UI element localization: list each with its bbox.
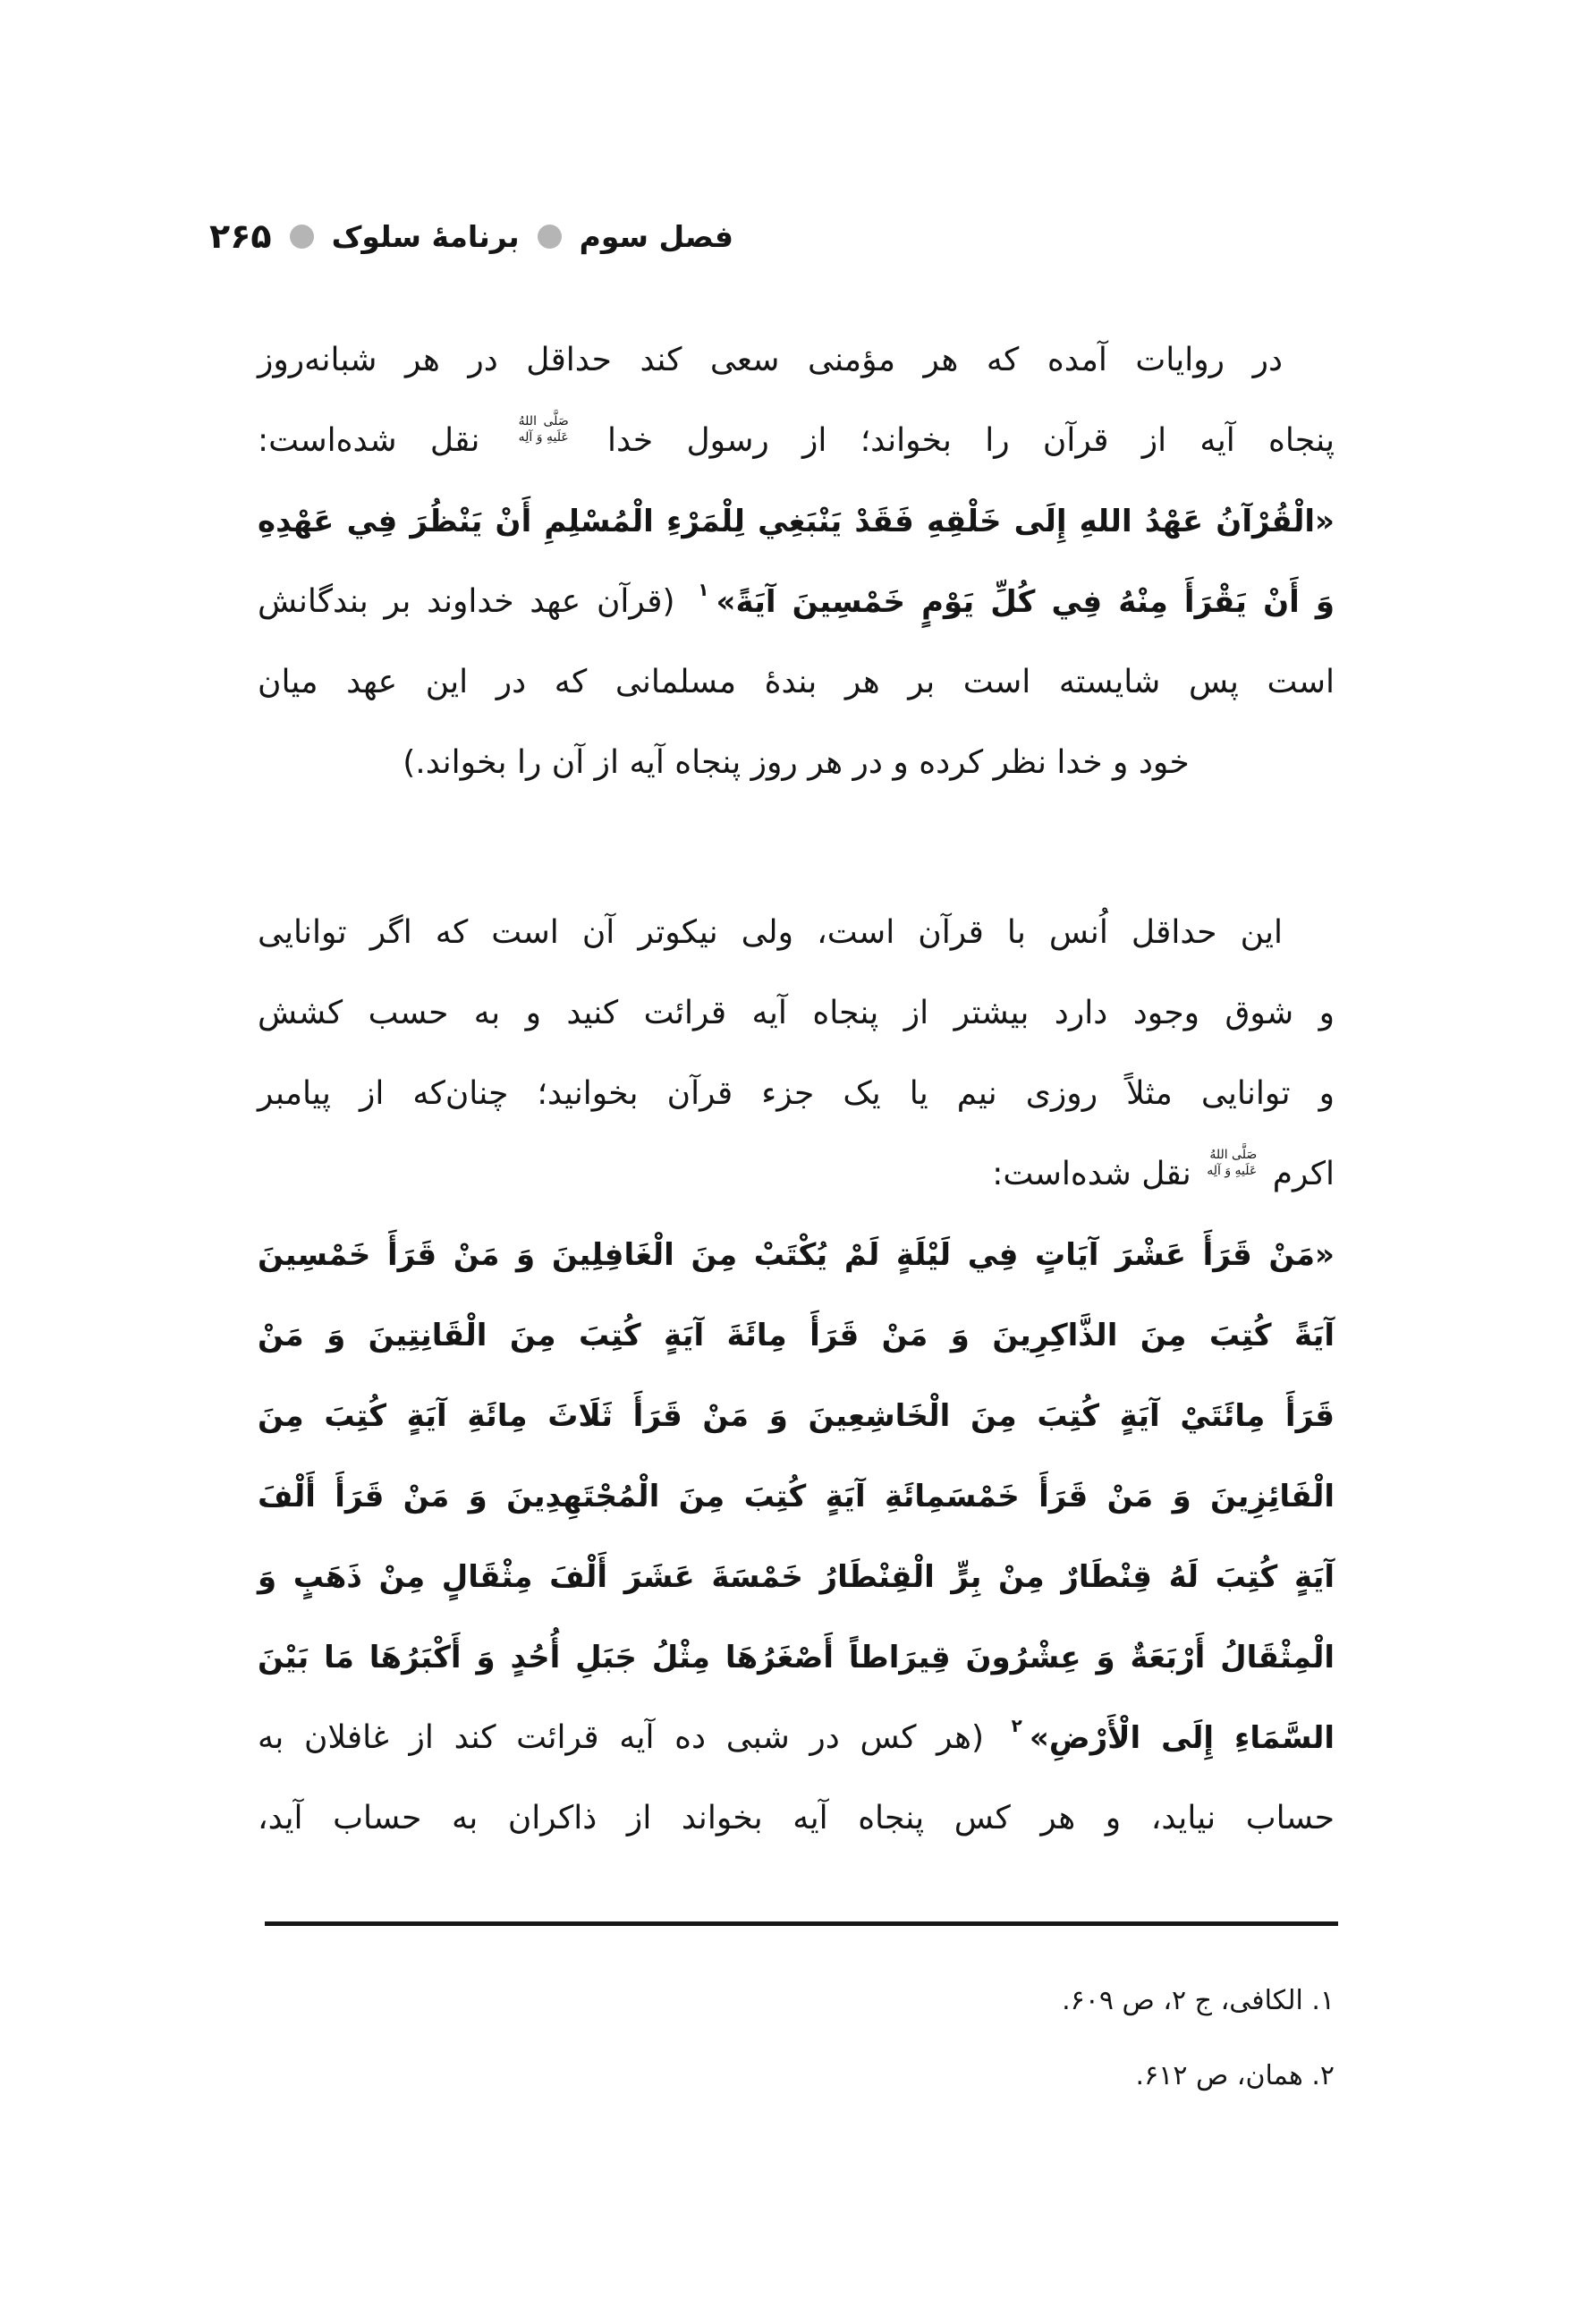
body-text: نقل شده‌است:: [258, 422, 480, 459]
quote-line: «الْقُرْآنُ عَهْدُ اللهِ إِلَی خَلْقِهِ فَقَدْ يَنْبَغِي لِلْمَرْءِ الْمُسْلِمِ أَنْ يَنْظُرَ فِي عَهْدِهِ: [258, 504, 1335, 539]
pbuh-honorific: [1207, 1147, 1257, 1179]
body-line: این حداقل اُنس با قرآن است، ولی نیکوتر آن است که اگر توانایی: [258, 914, 1283, 951]
text-column: [258, 320, 1335, 1859]
quote-line: [258, 1698, 1335, 1778]
quote-text: السَّمَاءِ إِلَی الْأَرْضِ»: [1029, 1720, 1335, 1756]
chapter-title: فصل سوم: [579, 218, 734, 254]
body-text: نقل شده‌است:: [992, 1156, 1191, 1192]
separator-dot-icon: [290, 225, 314, 249]
honorific-top: صَلَّی اللهُ: [518, 413, 569, 428]
translation-text: (قرآن عهد خداوند بر بندگانش: [258, 583, 675, 620]
paragraph-gap: [258, 803, 1335, 893]
quote-line: [258, 562, 1335, 642]
body-line: خود و خدا نظر کرده و در هر روز پنجاه آیه از آن را بخواند.): [403, 744, 1190, 781]
translation-text: (هر کس در شبی ده آیه قرائت کند از غافلان به: [258, 1719, 985, 1756]
footnote-ref-2: ۲: [1011, 1715, 1022, 1736]
page-number: ۲۶۵: [209, 216, 272, 256]
quote-line: الْمِثْقَالُ أَرْبَعَةٌ وَ عِشْرُونَ قِيرَاطاً أَصْغَرُهَا مِثْلُ جَبَلِ أُحُدٍ وَ أَكْبَرُهَا مَا بَيْنَ: [258, 1640, 1335, 1675]
quote-line: آيَةً كُتِبَ مِنَ الذَّاكِرِينَ وَ مَنْ قَرَأَ مِائَةَ آيَةٍ كُتِبَ مِنَ الْقَانِتِينَ وَ مَنْ: [258, 1318, 1335, 1353]
honorific-top: صَلَّی اللهُ: [1209, 1147, 1258, 1162]
quote-line: قَرَأَ مِائَتَيْ آيَةٍ كُتِبَ مِنَ الْخَاشِعِينَ وَ مَنْ قَرَأَ ثَلَاثَ مِائَةِ آيَةٍ كُتِبَ مِنَ: [258, 1398, 1335, 1434]
pbuh-honorific: [519, 413, 569, 445]
honorific-bottom: عَلَیهِ وَ آلِه: [518, 430, 569, 445]
body-line: [258, 1134, 1335, 1215]
body-line: حساب نیاید، و هر کس پنجاه آیه بخواند از ذاکران به حساب آید،: [258, 1800, 1335, 1836]
body-line: [258, 401, 1335, 481]
footnote-item: ۲. همان، ص ۶۱۲.: [1135, 2060, 1335, 2091]
body-text: پنجاه آیه از قرآن را بخواند؛ از رسول خدا: [607, 422, 1335, 459]
quote-line: آيَةٍ كُتِبَ لَهُ قِنْطَارٌ مِنْ بِرٍّ الْقِنْطَارُ خَمْسَةَ عَشَرَ أَلْفَ مِثْقَالٍ مِنْ ذَهَبٍ وَ: [258, 1559, 1335, 1595]
separator-dot-icon: [538, 225, 562, 249]
honorific-bottom: عَلَیهِ وَ آلِه: [1207, 1164, 1258, 1178]
body-line: است پس شایسته است بر هر بندهٔ مسلمانی که در این عهد میان: [258, 664, 1335, 700]
footnote-divider: [265, 1921, 1338, 1926]
body-line: و شوق وجود دارد بیشتر از پنجاه آیه قرائت کنید و به حسب کشش: [258, 995, 1335, 1031]
body-line: و توانایی مثلاً روزی نیم یا یک جزء قرآن بخوانید؛ چنان‌که از پیامبر: [258, 1075, 1335, 1112]
quote-text: وَ أَنْ يَقْرَأَ مِنْهُ فِي كُلِّ يَوْمٍ خَمْسِينَ آيَةً»: [716, 584, 1335, 620]
book-title: برنامهٔ سلوک: [331, 218, 520, 254]
footnote-ref-1: ۱: [698, 579, 709, 600]
running-header: [209, 216, 733, 256]
quote-line: «مَنْ قَرَأَ عَشْرَ آيَاتٍ فِي لَيْلَةٍ لَمْ يُكْتَبْ مِنَ الْغَافِلِينَ وَ مَنْ قَرَأَ خَمْسِينَ: [258, 1237, 1335, 1273]
footnote-item: ۱. الکافی، ج ۲، ص ۶۰۹.: [1062, 1985, 1335, 2016]
body-line: در روایات آمده که هر مؤمنی سعی کند حداقل در هر شبانه‌روز: [258, 342, 1283, 378]
body-text: اکرم: [1272, 1156, 1335, 1192]
quote-line: الْفَائِزِينَ وَ مَنْ قَرَأَ خَمْسَمِائَةِ آيَةٍ كُتِبَ مِنَ الْمُجْتَهِدِينَ وَ مَنْ قَرَأَ أَلْفَ: [258, 1479, 1335, 1514]
